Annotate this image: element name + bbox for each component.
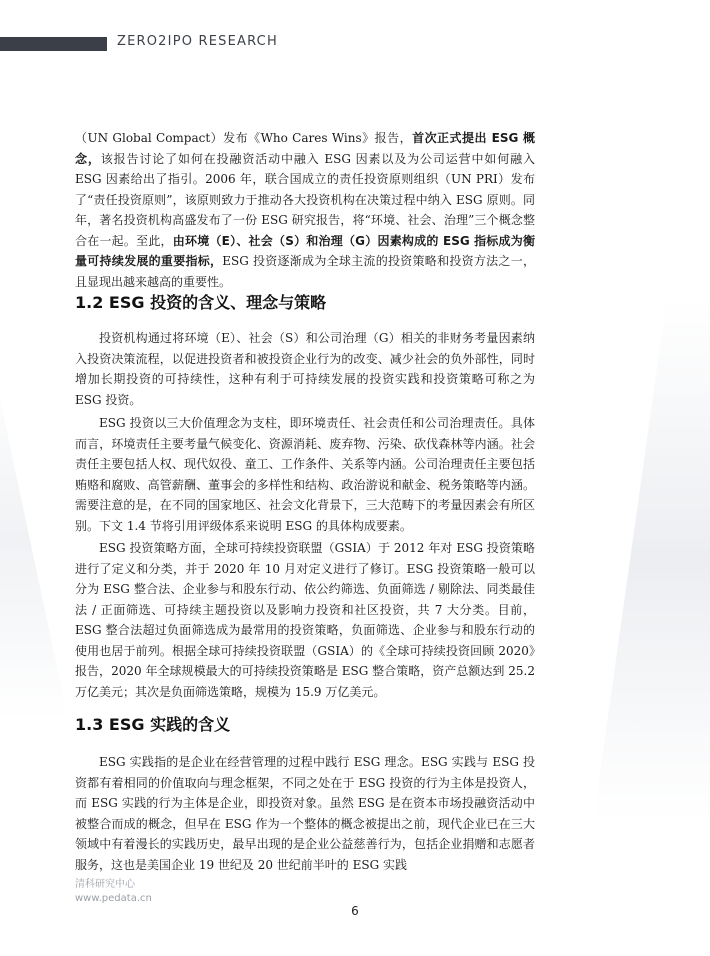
footer-brand — [75, 878, 152, 906]
page-header — [0, 28, 710, 58]
section-1-2-paragraph-1: 投资机构通过将环境（E）、社会（S）和公司治理（G）相关的非财务考量因素纳入投资决策流程，以促进投资者和被投资企业行为的改变、减少社会的负外部性，同时增加长期投资的可持续性，这种有利于可持续发展的投资实践和投资策略可称之为 ESG 投资。 — [75, 331, 535, 407]
page-number: 6 — [351, 904, 359, 918]
section-1-2-body-2 — [75, 413, 535, 536]
intro-text-2: 该报告讨论了如何在投融资活动中融入 ESG 因素以及为公司运营中如何融入 ESG 因素给出了指引。2006 年，联合国成立的责任投资原则组织（UN PRI）发布了“责任投资原则”，该原则致力于推动各大投资机构在决策过程中纳入 ESG 原则。同年，著名投资机构高盛发布了一份 ESG 研究报告，将“环境、社会、治理”三个概念整合在一起。至此， — [75, 151, 535, 248]
intro-text-3: ESG 投资逐渐成为全球主流的投资策略和投资方法之一，且显现出越来越高的重要性。 — [75, 254, 535, 289]
section-1-2-body-3 — [75, 538, 535, 702]
section-1-2-body — [75, 328, 535, 410]
watermark-band — [593, 300, 710, 820]
section-1-2-paragraph-2: ESG 投资以三大价值理念为支柱，即环境责任、社会责任和公司治理责任。具体而言，环境责任主要考量气候变化、资源消耗、废弃物、污染、砍伐森林等内涵。社会责任主要包括人权、现代奴役、童工、工作条件、关系等内涵。公司治理责任主要包括贿赂和腐败、高管薪酬、董事会的多样性和结构、政治游说和献金、税务策略等内涵。需要注意的是，在不同的国家地区、社会文化背景下，三大范畴下的考量因素会有所区别。下文 1.4 节将引用评级体系来说明 ESG 的具体构成要素。 — [75, 416, 535, 533]
section-1-3-body — [75, 752, 535, 875]
watermark-band-left — [0, 360, 68, 720]
intro-text-1: （UN Global Compact）发布《Who Cares Wins》报告， — [75, 131, 413, 145]
intro-paragraph — [75, 128, 535, 292]
section-1-3-paragraph-1: ESG 实践指的是企业在经营管理的过程中践行 ESG 理念。ESG 实践与 ESG 投资都有着相同的价值取向与理念框架，不同之处在于 ESG 投资的行为主体是投资人，而 ESG 实践的行为主体是企业，即投资对象。虽然 ESG 是在资本市场投融资活动中被整合而成的概念，但早在 ESG 作为一个整体的概念被提出之前，现代企业已在三大领域中有着漫长的实践历史，最早出现的是企业公益慈善行为，包括企业捐赠和志愿者服务，这也是美国企业 19 世纪及 20 世纪前半叶的 ESG 实践 — [75, 755, 535, 872]
footer-brand-cn: 清科研究中心 — [75, 879, 135, 890]
header-accent-bar — [0, 37, 107, 51]
footer-brand-url: www.pedata.cn — [75, 893, 152, 904]
section-heading-1-3: 1.3 ESG 实践的含义 — [75, 715, 231, 734]
intro-bold-1: 首次正式提出 ESG 概念， — [75, 131, 536, 166]
header-title: ZERO2IPO RESEARCH — [117, 34, 278, 49]
section-heading-1-2: 1.2 ESG 投资的含义、理念与策略 — [75, 293, 327, 312]
section-1-2-paragraph-3: ESG 投资策略方面，全球可持续投资联盟（GSIA）于 2012 年对 ESG 投资策略进行了定义和分类，并于 2020 年 10 月对定义进行了修订。ESG 投资策略一般可以分为 ESG 整合法、企业参与和股东行动、依公约筛选、负面筛选 / 剔除法、同类最佳法 / 正面筛选、可持续主题投资以及影响力投资和社区投资，共 7 大分类。目前，ESG 整合法超过负面筛选成为最常用的投资策略，负面筛选、企业参与和股东行动的使用也居于前列。根据全球可持续投资联盟（GSIA）的《全球可持续投资回顾 2020》报告，2020 年全球规模最大的可持续投资策略是 ESG 整合策略，资产总额达到 25.2 万亿美元；其次是负面筛选策略，规模为 15.9 万亿美元。 — [75, 541, 535, 699]
intro-paragraph-block — [75, 128, 535, 292]
intro-bold-2: 由环境（E）、社会（S）和治理（G）因素构成的 ESG 指标成为衡量可持续发展的重要指标， — [75, 233, 535, 268]
